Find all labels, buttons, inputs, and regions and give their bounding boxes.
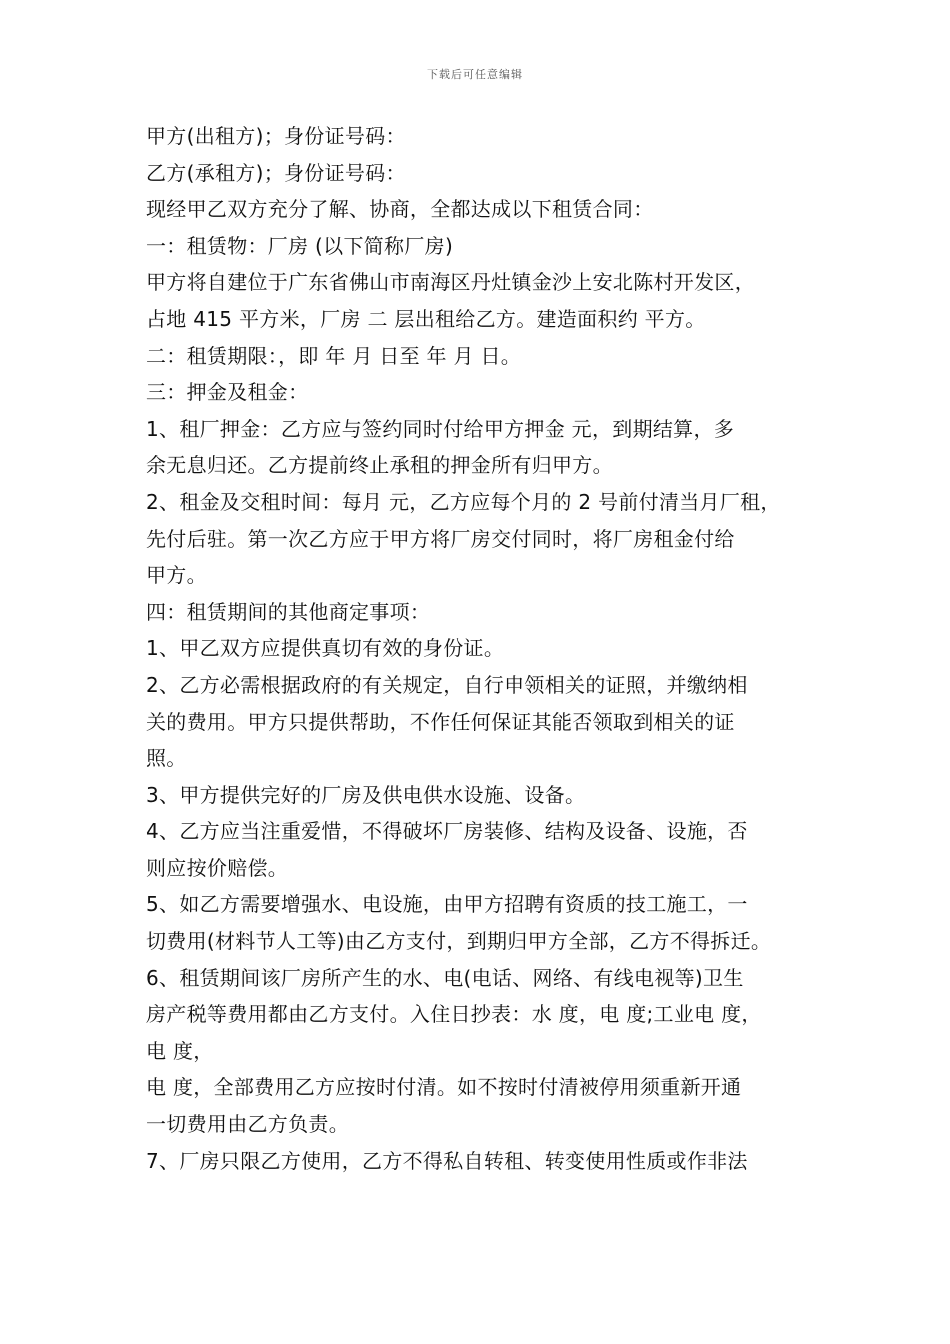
section-heading: 三：押金及租金： [146,380,309,405]
text-line: 电 度，全部费用乙方应按时付清。如不按时付清被停用须重新开通 [146,1075,742,1100]
text-line: 甲方将自建位于广东省佛山市南海区丹灶镇金沙上安北陈村开发区， [146,270,755,295]
text-line: 占地 415 平方米，厂房 二 层出租给乙方。建造面积约 平方。 [146,306,706,331]
text-line: 关的费用。甲方只提供帮助，不作任何保证其能否领取到相关的证 [146,709,735,734]
text-line: 2、乙方必需根据政府的有关规定，自行申领相关的证照，并缴纳相 [146,672,748,697]
contract-body [146,118,826,1179]
text-line: 1、甲乙双方应提供真切有效的身份证。 [146,636,505,661]
page-header: 下载后可任意编辑 [427,68,523,81]
text-line: 电 度， [146,1038,214,1063]
text-line: 5、如乙方需要增强水、电设施，由甲方招聘有资质的技工施工，一 [146,892,748,917]
text-line: 甲方。 [146,563,207,588]
text-line: 房产税等费用都由乙方支付。入住日抄表：水 度，电 度;工业电 度， [146,1002,762,1027]
section-heading: 一：租赁物：厂房 (以下简称厂房) [146,233,454,258]
text-line: 则应按价赔偿。 [146,855,289,880]
text-line: 照。 [146,746,187,771]
section-heading: 二：租赁期限：，即 年 月 日至 年 月 日。 [146,343,522,368]
text-line: 先付后驻。第一次乙方应于甲方将厂房交付同时，将厂房租金付给 [146,526,735,551]
text-line: 7、厂房只限乙方使用，乙方不得私自转租、转变使用性质或作非法 [146,1148,748,1173]
text-line: 6、租赁期间该厂房所产生的水、电(电话、网络、有线电视等)卫生 [146,965,744,990]
text-line: 现经甲乙双方充分了解、协商，全都达成以下租赁合同： [146,197,654,222]
text-line: 3、甲方提供完好的厂房及供电供水设施、设备。 [146,782,586,807]
text-line: 4、乙方应当注重爱惜，不得破坏厂房装修、结构及设备、设施，否 [146,819,748,844]
text-line: 甲方(出租方)；身份证号码： [146,124,406,148]
text-line: 乙方(承租方)；身份证号码： [146,160,406,185]
text-line: 1、租厂押金：乙方应与签约同时付给甲方押金 元，到期结算，多 [146,416,735,441]
section-heading: 四：租赁期间的其他商定事项： [146,599,431,624]
text-line: 切费用(材料节人工等)由乙方支付，到期归甲方全部，乙方不得拆迁。 [146,929,772,954]
text-line: 余无息归还。乙方提前终止承租的押金所有归甲方。 [146,453,613,478]
text-line: 一切费用由乙方负责。 [146,1112,349,1137]
text-line: 2、租金及交租时间：每月 元，乙方应每个月的 2 号前付清当月厂租， [146,489,781,514]
